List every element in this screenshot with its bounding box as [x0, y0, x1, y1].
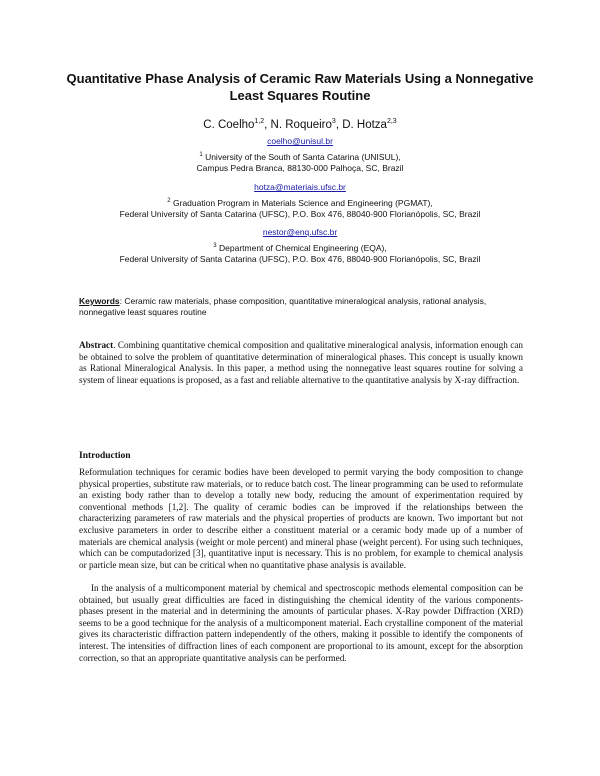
author-sep: , [264, 118, 271, 131]
intro-paragraph-1: Reformulation techniques for ceramic bodies have been developed to permit varying the body composition to change physical properties, substitute raw materials, or to reduce batch cost. The linear programming can be used to reformulate an existing body rather than to develop a totally new body, reducing the amount of experimentation required by conventional methods [1,2]. The quality of ceramic bodies can be improved if the relationships between the characterizing parameters of raw materials and the physical properties of products are known. Two important but not exclusive parameters in order to describe either a constituent material or a ceramic body made up of a number of materials are chemical analysis (weight or mole percent) and mineral phase (weight percent). For using such techniques, which can be computadorized [3], quantitative input is necessary. This is no problem, for example to chemical analysis or particle mean size, but can be critical when no quantitative phase analysis is available. [79, 467, 523, 570]
affiliation-line: Graduation Program in Materials Science and Engineering (PGMAT), [173, 197, 433, 208]
author-name: D. Hotza [342, 118, 387, 131]
author-sup: 3 [331, 118, 336, 125]
author-sep: , [335, 118, 343, 131]
author-name: C. Coelho [203, 118, 255, 131]
affiliation-sup: 1 [199, 152, 203, 158]
keywords [79, 296, 523, 318]
affiliation-2 [60, 182, 540, 220]
abstract-label: Abstract [79, 340, 114, 350]
intro-paragraph-2: In the analysis of a multicomponent material by chemical and spectroscopic methods elemental composition can be obtained, but usually great difficulties are faced in distinguishing the chemical identity of the various components-phases present in the material and in determining the amounts of particular phases. X-Ray powder Diffraction (XRD) seems to be a good technique for the analysis of a multicomponent material. Each crystalline component of the material gives its characteristic diffraction pattern independently of the others, making it possible to identify the components of interest. The intensities of diffraction lines of each component are proportional to its amount, except for the absorption correction, so that an appropriate quantitative analysis can be performed. [79, 583, 523, 663]
keywords-label: Keywords [79, 296, 120, 306]
affiliation-line: Department of Chemical Engineering (EQA), [219, 242, 387, 253]
affiliation-sup: 2 [167, 198, 171, 204]
affiliation-line: Campus Pedra Branca, 88130-000 Palhoça, SC, Brazil [196, 162, 404, 173]
abstract [79, 340, 523, 386]
affiliation-sup: 3 [213, 243, 217, 249]
affiliation-line: Federal University of Santa Catarina (UFSC), P.O. Box 476, 88040-900 Florianópolis, SC, Brazil [119, 253, 481, 264]
author-list [60, 115, 540, 132]
author-sup: 1,2 [254, 118, 265, 125]
affiliation-line: Federal University of Santa Catarina (UFSC), P.O. Box 476, 88040-900 Florianópolis, SC, Brazil [119, 208, 481, 219]
author-name: N. Roqueiro [270, 118, 332, 131]
affiliation-line: University of the South of Santa Catarina (UNISUL), [205, 151, 401, 162]
email-link[interactable]: coelho@unisul.br [267, 136, 333, 146]
email-link[interactable]: hotza@materiais.ufsc.br [254, 182, 346, 192]
paper-title: Quantitative Phase Analysis of Ceramic Raw Materials Using a Nonnegative Least Squares Routine [66, 71, 534, 103]
email-link[interactable]: nestor@enq.ufsc.br [262, 227, 338, 237]
abstract-text: . Combining quantitative chemical composition and qualitative mineralogical analysis, information enough can be obtained to solve the problem of quantitative determination of mineralogical phases. This concept is usually known as Rational Mineralogical Analysis. In this paper, a method using the nonnegative least squares routine for solving a system of linear equations is proposed, as a fast and reliable alternative to the quantitative analysis by X-ray diffraction. [79, 340, 523, 385]
keywords-text: : Ceramic raw materials, phase composition, quantitative mineralogical analysis, rational analysis, nonnegative least squares routine [79, 296, 487, 317]
author-sup: 2,3 [386, 118, 397, 125]
affiliation-3 [60, 227, 540, 265]
section-heading: Introduction [79, 451, 131, 461]
affiliation-1 [60, 136, 540, 174]
